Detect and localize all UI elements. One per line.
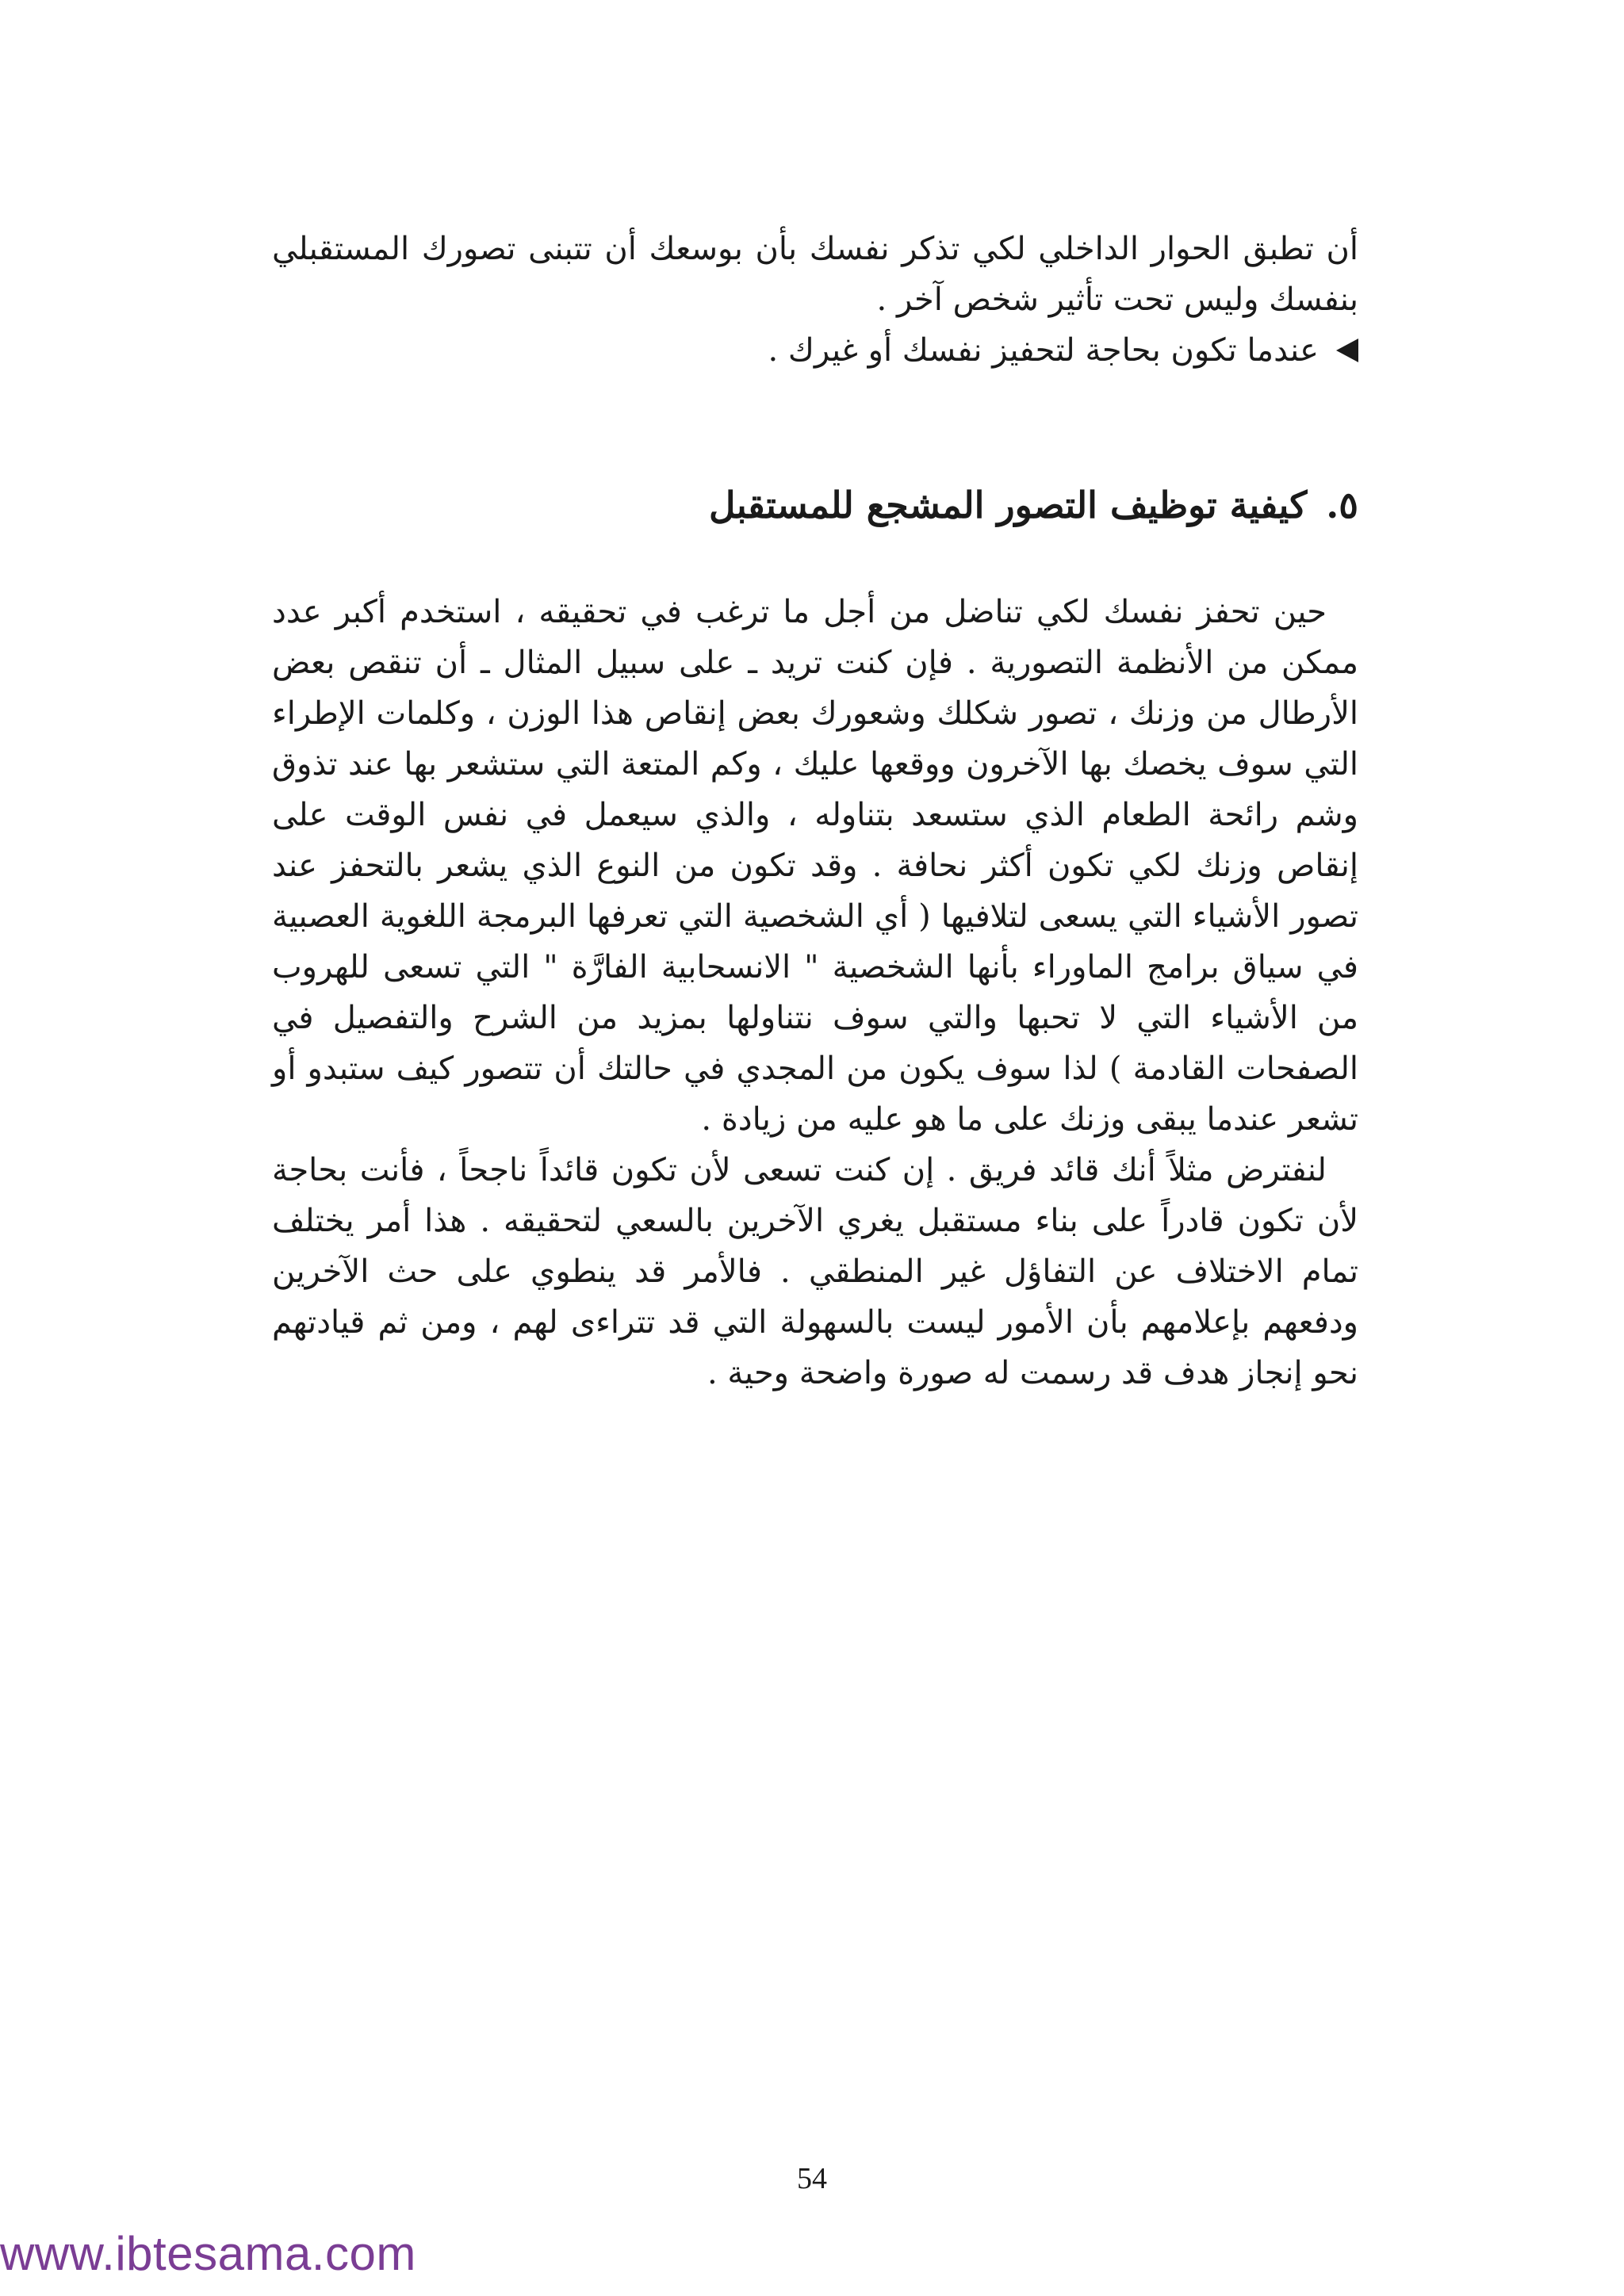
body-text bbox=[272, 587, 1358, 1399]
bullet-item bbox=[272, 325, 1358, 376]
watermark-url: www.ibtesama.com bbox=[0, 2227, 416, 2280]
intro-block bbox=[272, 224, 1358, 376]
intro-paragraph: أن تطبق الحوار الداخلي لكي تذكر نفسك بأن بوسعك أن تتبنى تصورك المستقبلي بنفسك وليس تحت تأثير شخص آخر . bbox=[272, 231, 1358, 318]
bullet-arrow-icon bbox=[1336, 339, 1358, 362]
section-title: كيفية توظيف التصور المشجع للمستقبل bbox=[709, 484, 1308, 526]
section-heading bbox=[272, 477, 1358, 533]
section-number: ٥. bbox=[1326, 484, 1358, 526]
page-number: 54 bbox=[797, 2162, 827, 2195]
bullet-text: عندما تكون بحاجة لتحفيز نفسك أو غيرك . bbox=[768, 332, 1319, 369]
body-paragraph: حين تحفز نفسك لكي تناضل من أجل ما ترغب في تحقيقه ، استخدم أكبر عدد ممكن من الأنظمة التصورية . فإن كنت تريد ـ على سبيل المثال ـ أن تنقص بعض الأرطال من وزنك ، تصور شكلك وشعورك بعض إنقاص هذا الوزن ، وكلمات الإطراء التي سوف يخصك بها الآخرون ووقعها عليك ، وكم المتعة التي ستشعر بها عند تذوق وشم رائحة الطعام الذي ستسعد بتناوله ، والذي سيعمل في نفس الوقت على إنقاص وزنك لكي تكون أكثر نحافة . وقد تكون من النوع الذي يشعر بالتحفز عند تصور الأشياء التي يسعى لتلافيها ( أي الشخصية التي تعرفها البرمجة اللغوية العصبية في سياق برامج الماوراء بأنها الشخصية " الانسحابية الفارَّة " التي تسعى للهروب من الأشياء التي لا تحبها والتي سوف نتناولها بمزيد من الشرح والتفصيل في الصفحات القادمة ) لذا سوف يكون من المجدي في حالتك أن تتصور كيف ستبدو أو تشعر عندما يبقى وزنك على ما هو عليه من زيادة . bbox=[272, 594, 1359, 1138]
body-paragraph: لنفترض مثلاً أنك قائد فريق . إن كنت تسعى لأن تكون قائداً ناجحاً ، فأنت بحاجة لأن تكون قادراً على بناء مستقبل يغري الآخرين بالسعي لتحقيقه . هذا أمر يختلف تمام الاختلاف عن التفاؤل غير المنطقي . فالأمر قد ينطوي على حث الآخرين ودفعهم بإعلامهم بأن الأمور ليست بالسهولة التي قد تتراءى لهم ، ومن ثم قيادتهم نحو إنجاز هدف قد رسمت له صورة واضحة وحية . bbox=[272, 1152, 1358, 1391]
